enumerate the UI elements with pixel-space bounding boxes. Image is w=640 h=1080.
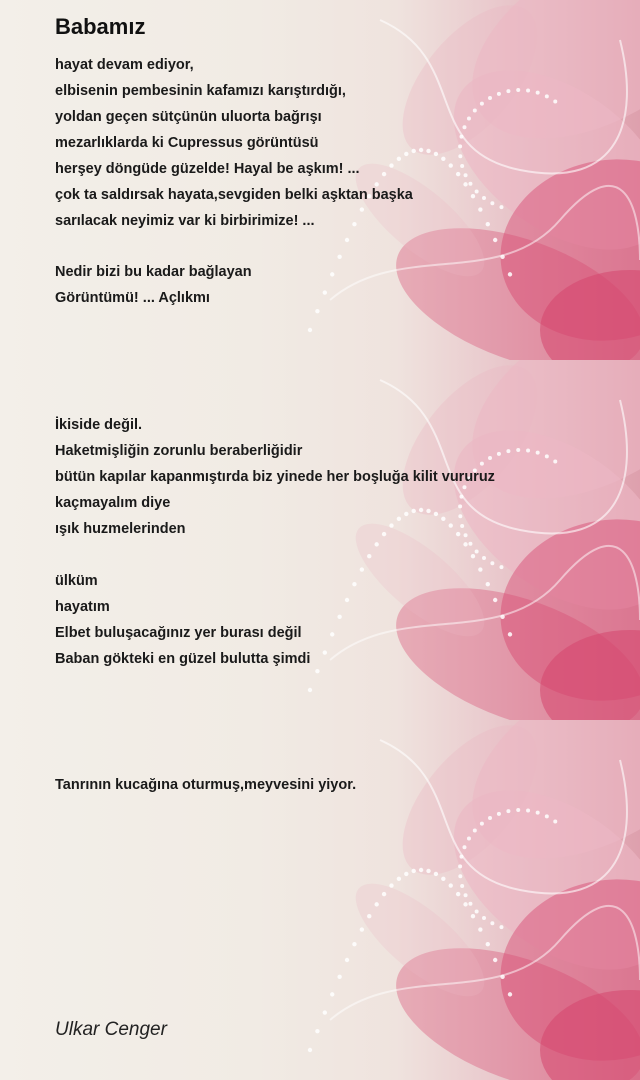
poem-line: hayatım (55, 599, 110, 615)
poem-line: ışık huzmelerinden (55, 521, 186, 537)
author-name: Ulkar Cenger (55, 1019, 167, 1040)
poem-line: yoldan geçen sütçünün uluorta bağrışı (55, 109, 322, 125)
poem-title: Babamız (55, 14, 146, 39)
poem-line: mezarlıklarda ki Cupressus görüntüsü (55, 135, 319, 151)
poem-line: Nedir bizi bu kadar bağlayan (55, 264, 252, 280)
poem-line: sarılacak neyimiz var ki birbirimize! ... (55, 213, 315, 229)
poem-line: Görüntümü! ... Açlıkmı (55, 290, 210, 306)
poem-line: Elbet buluşacağınız yer burası değil (55, 625, 302, 641)
stanza-3 (55, 412, 495, 542)
stanza-2 (55, 259, 252, 311)
poem-line: Baban gökteki en güzel bulutta şimdi (55, 651, 311, 667)
poem-line: Tanrının kucağına oturmuş,meyvesini yiyor. (55, 777, 357, 793)
poem-line: elbisenin pembesinin kafamızı karıştırdığı, (55, 83, 346, 99)
stanza-5 (55, 772, 356, 798)
stanza-4 (55, 568, 310, 672)
poem-line: herşey döngüde güzelde! Hayal be aşkım! ... (55, 161, 360, 177)
poem-line: bütün kapılar kapanmıştırda biz yinede her boşluğa kilit vururuz (55, 469, 495, 485)
poem-line: kaçmayalım diye (55, 495, 171, 511)
poem-line: çok ta saldırsak hayata,sevgiden belki aşktan başka (55, 187, 413, 203)
poem-line: Haketmişliğin zorunlu beraberliğidir (55, 443, 303, 459)
poem-line: ülküm (55, 573, 98, 589)
stanza-1 (55, 52, 413, 234)
poem-line: İkiside değil. (55, 417, 143, 433)
poem-line: hayat devam ediyor, (55, 57, 194, 73)
